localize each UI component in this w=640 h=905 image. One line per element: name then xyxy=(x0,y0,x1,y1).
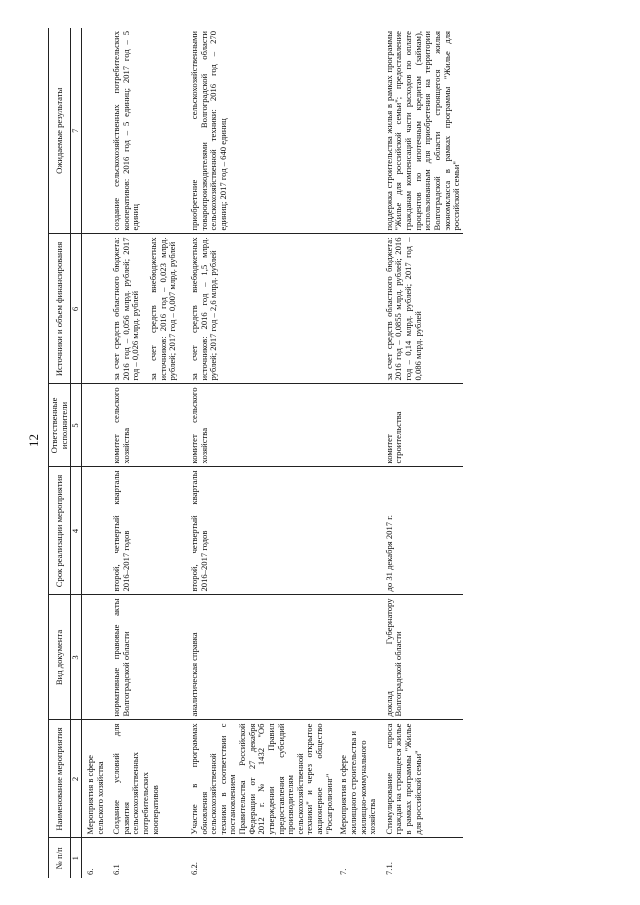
responsible xyxy=(81,384,109,467)
header-cell: Срок реализации мероприятия xyxy=(49,467,71,595)
term: до 31 декабря 2017 г. xyxy=(382,467,463,595)
expected-result xyxy=(335,28,382,234)
document-type: доклад Губернатору Волгоградской области xyxy=(382,595,463,720)
table-row xyxy=(382,28,463,878)
financing xyxy=(109,234,187,384)
column-number: 2 xyxy=(71,720,82,838)
financing-source: за счет средств областного бюджета: 2016 год – 0,056 млрд. рублей; 2017 год – 0,026 млрд. рублей xyxy=(111,237,141,381)
expected-result xyxy=(81,28,109,234)
table-row xyxy=(335,28,382,878)
term: второй, четвертый кварталы 2016–2017 годов xyxy=(187,467,335,595)
expected-result: создание сельскохозяйственных потребительских кооперативов: 2016 год – 5 единиц; 2017 год – 5 единиц xyxy=(109,28,187,234)
row-number: 6.1 xyxy=(111,864,122,875)
expected-result: поддержка строительства жилья в рамках программы "Жилье для российской семьи"; предоставление гражданам компенсаций части расходов по оплате процентов по ипотечным кредитам (займам), использованным для приобретения на территории Волгоградской области строящегося жилья экономкласса в рамках программы "Жилье для российской семьи" xyxy=(382,28,463,234)
financing-source: за счет средств областного бюджета: 2016 год – 0,0855 млрд. рублей; 2016 год – 0,14 млрд. рублей; 2017 год – 0,086 млрд. рублей xyxy=(383,237,423,381)
column-number: 1 xyxy=(71,838,82,878)
table-row xyxy=(109,28,187,878)
document-type: аналитическая справка xyxy=(187,595,335,720)
measures-table xyxy=(48,28,463,878)
header-cell: Наименование мероприятия xyxy=(49,720,71,838)
financing xyxy=(187,234,335,384)
measure-name: Стимулирование спроса граждан на строящееся жилье в рамках программы "Жилье для российской семьи" xyxy=(382,720,463,838)
header-cell: Вид документа xyxy=(49,595,71,720)
measure-name: Создание условий для развития сельскохозяйственных потребительских кооперативов xyxy=(109,720,187,838)
header-cell: Источники и объем финансирования xyxy=(49,234,71,384)
header-cell: № п/п xyxy=(49,838,71,878)
page-number: 12 xyxy=(26,434,41,448)
term: второй, четвертый кварталы 2016–2017 годов xyxy=(109,467,187,595)
rotated-page xyxy=(48,28,638,878)
row-number: 6.2. xyxy=(188,862,199,875)
measure-name: Мероприятия в сфере жилищного строительства и жилищно-коммунального хозяйства xyxy=(335,720,382,838)
column-number: 5 xyxy=(71,384,82,467)
column-number: 3 xyxy=(71,595,82,720)
row-number: 7. xyxy=(338,868,349,875)
table-row xyxy=(187,28,335,878)
responsible: комитет сельского хозяйства xyxy=(109,384,187,467)
column-number: 4 xyxy=(71,467,82,595)
table-row xyxy=(81,28,109,878)
row-number: 7.1. xyxy=(383,862,394,875)
column-number: 6 xyxy=(71,234,82,384)
financing-source: за счет средств внебюджетных источников: 2016 год – 0,023 млрд. рублей; 2017 год – 0,007 млрд. рублей xyxy=(148,237,178,381)
document-type xyxy=(81,595,109,720)
term xyxy=(81,467,109,595)
financing xyxy=(81,234,109,384)
responsible: комитет строительства xyxy=(382,384,463,467)
row-number: 6. xyxy=(84,868,95,875)
expected-result: приобретение сельскохозяйственными товаропроизводителями Волгоградской области сельскохозяйственной техники: 2016 год – 270 единиц; 2017 год – 640 единиц xyxy=(187,28,335,234)
header-row xyxy=(49,28,71,878)
header-number-row xyxy=(71,28,82,878)
document-type xyxy=(335,595,382,720)
responsible xyxy=(335,384,382,467)
document-type: нормативные правовые акты Волгоградской области xyxy=(109,595,187,720)
column-number: 7 xyxy=(71,28,82,234)
measure-name: Участие в программах обновления сельскохозяйственной техники в соответствии с постановлением Правительства Российской Федерации от 27 декабря 2012 г. № 1432 "Об утверждении Правил предоставления субсидий производителям сельскохозяйственной техники" и через открытое акционерное общество "Росагролизинг" xyxy=(187,720,335,838)
measure-name: Мероприятия в сфере сельского хозяйства xyxy=(81,720,109,838)
financing-source: за счет средств внебюджетных источников: 2016 год – 1,5 млрд. рублей; 2017 год – 2,6 млрд. рублей xyxy=(188,237,219,381)
financing xyxy=(335,234,382,384)
term xyxy=(335,467,382,595)
header-cell: Ожидаемые результаты xyxy=(49,28,71,234)
header-cell: Ответственные исполнители xyxy=(49,384,71,467)
financing xyxy=(382,234,463,384)
responsible: комитет сельского хозяйства xyxy=(187,384,335,467)
